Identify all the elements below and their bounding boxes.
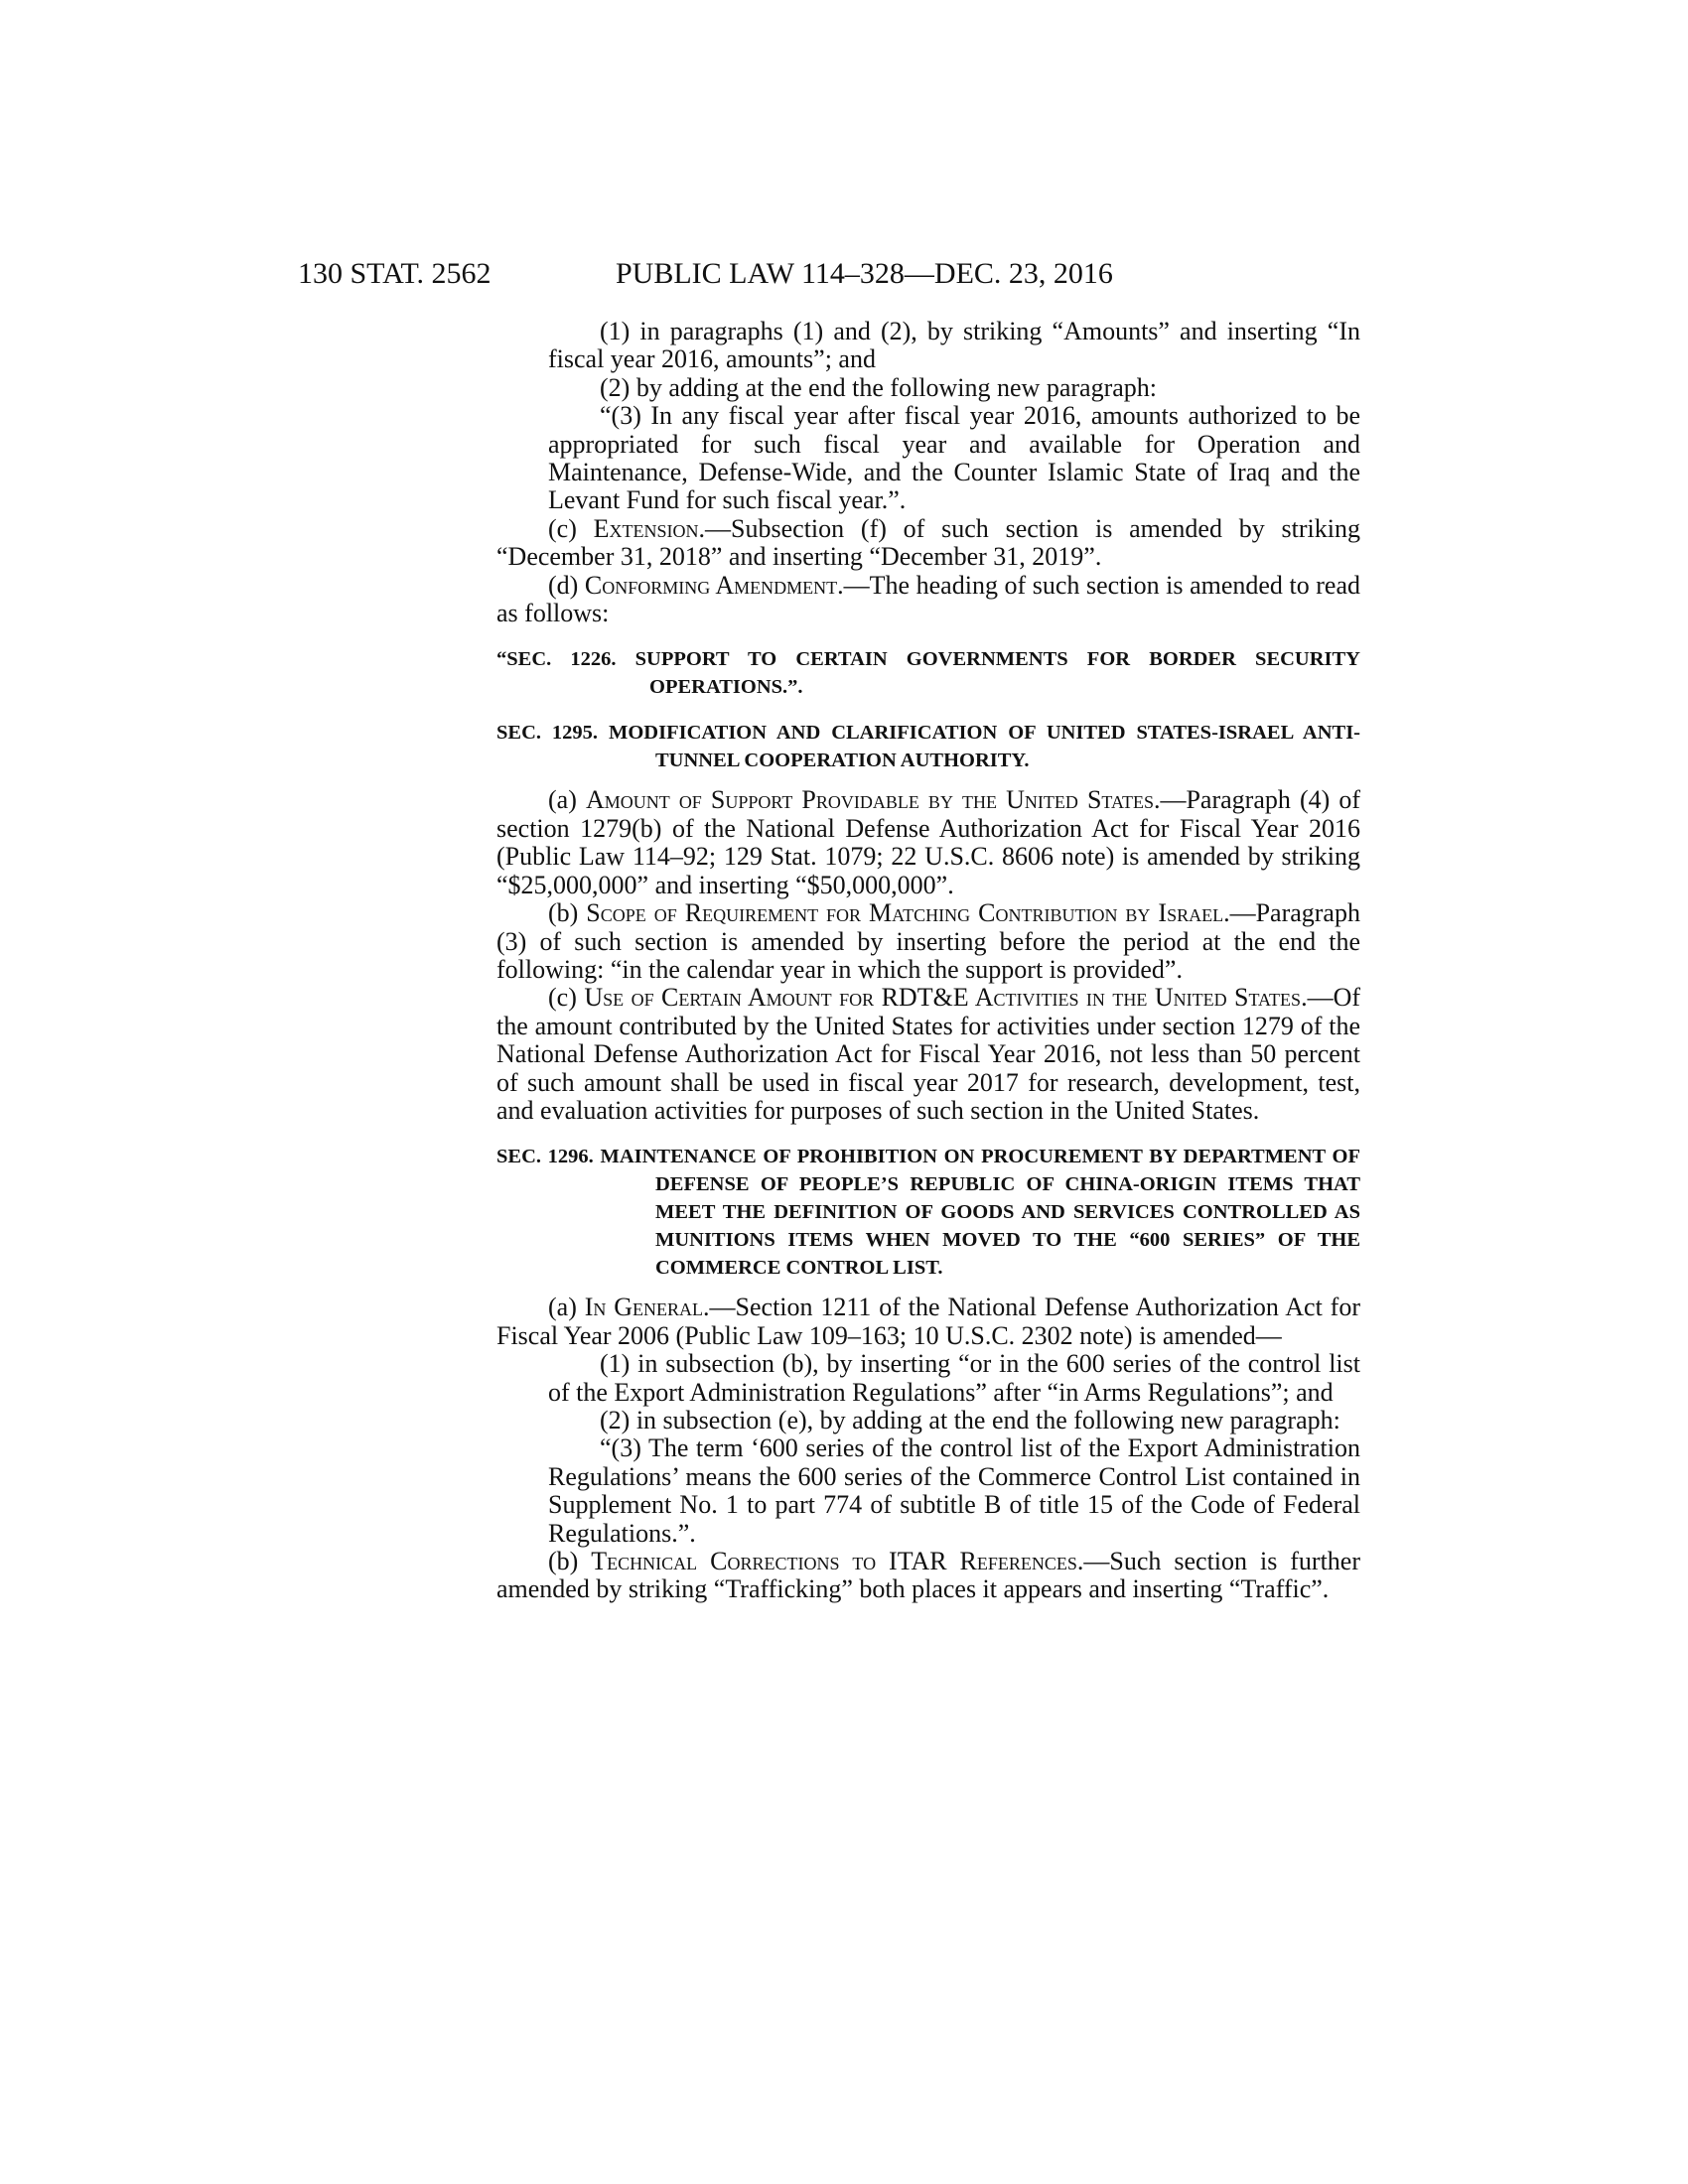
statute-page-reference: 130 STAT. 2562 [298, 257, 492, 290]
subsection-text: .—The heading of such section is amended to read as follows: [496, 570, 1361, 628]
subsection-heading: In General [584, 1293, 704, 1322]
subsection-heading: Technical Corrections to ITAR References [591, 1547, 1077, 1575]
subsection-label: (c) [548, 513, 594, 543]
amendment-paragraph-2: (2) by adding at the end the following new paragraph: [600, 372, 1157, 402]
section-1226-heading: “SEC. 1226. SUPPORT TO CERTAIN GOVERNMENTS FOR BORDER SECURITY OPERATIONS.”. [496, 648, 1360, 699]
quoted-new-paragraph-3: “(3) In any fiscal year after fiscal year 2016, amounts authorized to be appropriated for such fiscal year and available for Operation and Maintenance, Defense-Wide, and the Counter Islamic State of Iraq and the Levant Fund for such fiscal year.”. [548, 401, 1360, 515]
subsection-label: (c) [548, 983, 585, 1013]
subsection-label: (b) [548, 898, 587, 928]
amendment-paragraph-1: (1) in paragraphs (1) and (2), by striking “Amounts” and inserting “In fiscal year 2016, amounts”; and [548, 317, 1360, 374]
subsection-heading: Amount of Support Providable by the United States [585, 785, 1154, 815]
subsection-label: (d) [548, 570, 585, 600]
page-header [298, 254, 1390, 294]
section-1295-subsection-c [496, 984, 1360, 1125]
section-1295-heading: SEC. 1295. MODIFICATION AND CLARIFICATION OF UNITED STATES-ISRAEL ANTI-TUNNEL COOPERATION AUTHORITY. [496, 722, 1360, 772]
subsection-text: .—Paragraph (4) of section 1279(b) of the National Defense Authorization Act for Fiscal Year 2016 (Public Law 114–92; 129 Stat. 1079; 22 U.S.C. 8606 note) is amended by striking “$25,000,000” and inserting “$50,000,000”. [496, 785, 1361, 899]
subsection-label: (a) [548, 1293, 585, 1322]
section-1296-subsection-b [496, 1548, 1360, 1604]
subsection-text: .—Such section is further amended by striking “Trafficking” both places it appears and inserting “Traffic”. [496, 1547, 1361, 1604]
subsection-label: (b) [548, 1547, 592, 1575]
subsection-heading: Use of Certain Amount for RDT&E Activities in the United States [584, 983, 1302, 1013]
document-body [496, 318, 1360, 1604]
subsection-text: .—Section 1211 of the National Defense Authorization Act for Fiscal Year 2006 (Public Law 109–163; 10 U.S.C. 2302 note) is amended— [496, 1293, 1360, 1350]
section-1296-paragraph-2: (2) in subsection (e), by adding at the end the following new paragraph: [600, 1405, 1340, 1434]
subsection-heading: Conforming Amendment [584, 570, 838, 600]
subsection-label: (a) [548, 785, 586, 815]
section-1296-paragraph-1: (1) in subsection (b), by inserting “or in the 600 series of the control list of the Export Administration Regulations” after “in Arms Regulations”; and [548, 1349, 1360, 1407]
section-1296-subsection-a [496, 1294, 1360, 1350]
subsection-text: .—Subsection (f) of such section is amended by striking “December 31, 2018” and inserting “December 31, 2019”. [496, 513, 1360, 572]
section-1296-heading: SEC. 1296. MAINTENANCE OF PROHIBITION ON PROCUREMENT BY DEPARTMENT OF DEFENSE OF PEOPLE’S REPUBLIC OF CHINA-ORIGIN ITEMS THAT MEET THE DEFINITION OF GOODS AND SERVICES CONTROLLED AS MUNITIONS ITEMS WHEN MOVED TO THE “600 SERIES” OF THE COMMERCE CONTROL LIST. [496, 1146, 1360, 1280]
section-1295-subsection-a [496, 786, 1360, 899]
subsection-c-extension [496, 515, 1360, 572]
subsection-text: .—Of the amount contributed by the United States for activities under section 1279 of the National Defense Authorization Act for Fiscal Year 2016, not less than 50 percent of such amount shall be used in fiscal year 2017 for research, development, test, and evaluation activities for purposes of such section in the United States. [496, 983, 1360, 1125]
subsection-heading: Scope of Requirement for Matching Contribution by Israel [586, 898, 1224, 928]
section-1296-quoted-paragraph-3: “(3) The term ‘600 series of the control list of the Export Administration Regulations’ means the 600 series of the Commerce Control List contained in Supplement No. 1 to part 774 of subtitle B of title 15 of the Code of Federal Regulations.”. [548, 1433, 1360, 1548]
public-law-reference: PUBLIC LAW 114–328—DEC. 23, 2016 [616, 257, 1113, 290]
subsection-heading: Extension [593, 513, 699, 543]
section-1295-subsection-b [496, 899, 1360, 984]
subsection-d-conforming-amendment [496, 572, 1360, 628]
subsection-text: .—Paragraph (3) of such section is amended by inserting before the period at the end the following: “in the calendar year in which the support is provided”. [496, 898, 1360, 984]
